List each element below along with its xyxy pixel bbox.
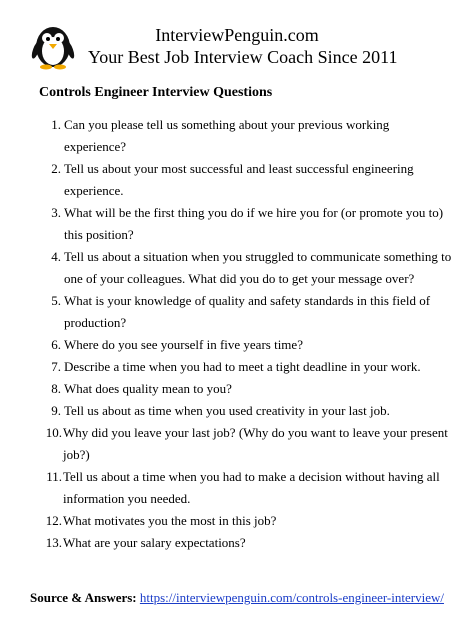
list-item [32, 246, 452, 290]
question-text: Describe a time when you had to meet a tight deadline in your work. [64, 359, 421, 374]
list-item [32, 400, 452, 422]
question-number: 2. [51, 161, 61, 176]
question-text: Can you please tell us something about your previous working experience? [64, 117, 390, 154]
question-number: 12. [45, 513, 62, 528]
question-number: 13. [45, 535, 62, 550]
question-number: 5. [51, 293, 61, 308]
question-number: 6. [51, 337, 61, 352]
list-item [32, 334, 452, 356]
question-text: What is your knowledge of quality and safety standards in this field of production? [64, 293, 431, 330]
question-number: 3. [51, 205, 61, 220]
list-item [32, 202, 452, 246]
list-item [32, 158, 452, 202]
question-list [32, 114, 452, 554]
question-text: What will be the first thing you do if we hire you for (or promote you to) this position? [64, 205, 444, 242]
source-line [30, 590, 470, 606]
question-text: Tell us about a time when you had to make a decision without having all information you needed. [63, 469, 440, 506]
list-item [32, 422, 452, 466]
question-number: 11. [46, 469, 62, 484]
question-text: What does quality mean to you? [64, 381, 232, 396]
question-number: 8. [51, 381, 61, 396]
list-item [32, 532, 452, 554]
list-item [32, 114, 452, 158]
question-number: 10. [45, 425, 62, 440]
list-item [32, 290, 452, 334]
document-title: Controls Engineer Interview Questions [39, 85, 273, 100]
question-text: What motivates you the most in this job? [63, 513, 277, 528]
source-label: Source & Answers: [30, 590, 137, 605]
question-number: 9. [51, 403, 61, 418]
question-number: 1. [51, 117, 61, 132]
question-text: Tell us about your most successful and least successful engineering experience. [64, 161, 414, 198]
question-text: What are your salary expectations? [63, 535, 246, 550]
question-number: 7. [51, 359, 61, 374]
question-text: Tell us about a situation when you struggled to communicate something to one of your colleagues. What did you do to get your message over? [64, 249, 452, 286]
list-item [32, 510, 452, 532]
tagline: Your Best Job Interview Coach Since 2011 [88, 47, 398, 67]
question-text: Why did you leave your last job? (Why do you want to leave your present job?) [63, 425, 448, 462]
list-item [32, 356, 452, 378]
question-number: 4. [51, 249, 61, 264]
site-name: InterviewPenguin.com [155, 25, 319, 45]
question-text: Where do you see yourself in five years time? [64, 337, 303, 352]
source-link[interactable]: https://interviewpenguin.com/controls-engineer-interview/ [139, 590, 444, 605]
list-item [32, 378, 452, 400]
question-text: Tell us about as time when you used creativity in your last job. [64, 403, 390, 418]
list-item [32, 466, 452, 510]
